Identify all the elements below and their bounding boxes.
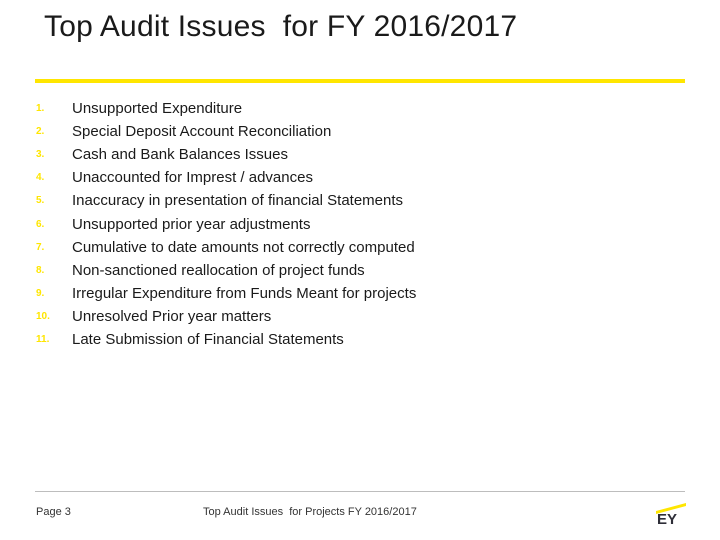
list-item: [36, 120, 416, 143]
list-item-text: Inaccuracy in presentation of financial Statements: [72, 192, 404, 210]
list-item: [36, 166, 416, 189]
slide-title: Top Audit Issues for FY 2016/2017: [44, 10, 518, 43]
list-item: [36, 212, 416, 235]
list-item: [36, 328, 416, 351]
list-item-number: 8.: [36, 264, 45, 276]
page-number: Page 3: [36, 506, 71, 518]
list-item: [36, 189, 416, 212]
list-item-text: Cumulative to date amounts not correctly computed: [72, 238, 415, 256]
audit-issues-list: [36, 97, 416, 351]
list-item-number: 2.: [36, 126, 45, 138]
list-item: [36, 236, 416, 259]
list-item: [36, 305, 416, 328]
list-item-number: 10.: [36, 310, 50, 322]
list-item: [36, 282, 416, 305]
list-item-number: 5.: [36, 195, 45, 207]
list-item-text: Unaccounted for Imprest / advances: [72, 169, 313, 187]
list-item-text: Special Deposit Account Reconciliation: [72, 123, 332, 141]
list-item: [36, 143, 416, 166]
list-item-text: Cash and Bank Balances Issues: [72, 146, 288, 164]
list-item-text: Unresolved Prior year matters: [72, 307, 272, 325]
list-item-text: Unsupported Expenditure: [72, 100, 243, 118]
ey-logo-icon: [656, 503, 686, 525]
footer-caption: Top Audit Issues for Projects FY 2016/2017: [203, 506, 417, 518]
list-item-number: 7.: [36, 241, 45, 253]
footer-divider: [35, 491, 685, 492]
list-item: [36, 259, 416, 282]
list-item-number: 9.: [36, 287, 45, 299]
list-item-text: Late Submission of Financial Statements: [72, 330, 344, 348]
list-item-number: 6.: [36, 218, 45, 230]
list-item-number: 11.: [36, 333, 50, 345]
list-item-text: Non-sanctioned reallocation of project funds: [72, 261, 365, 279]
list-item-number: 1.: [36, 103, 45, 115]
list-item-text: Unsupported prior year adjustments: [72, 215, 311, 233]
list-item-text: Irregular Expenditure from Funds Meant for projects: [72, 284, 417, 302]
title-accent-rule: [35, 79, 685, 83]
svg-text:EY: EY: [657, 511, 678, 525]
list-item-number: 4.: [36, 172, 45, 184]
list-item: [36, 97, 416, 120]
list-item-number: 3.: [36, 149, 45, 161]
